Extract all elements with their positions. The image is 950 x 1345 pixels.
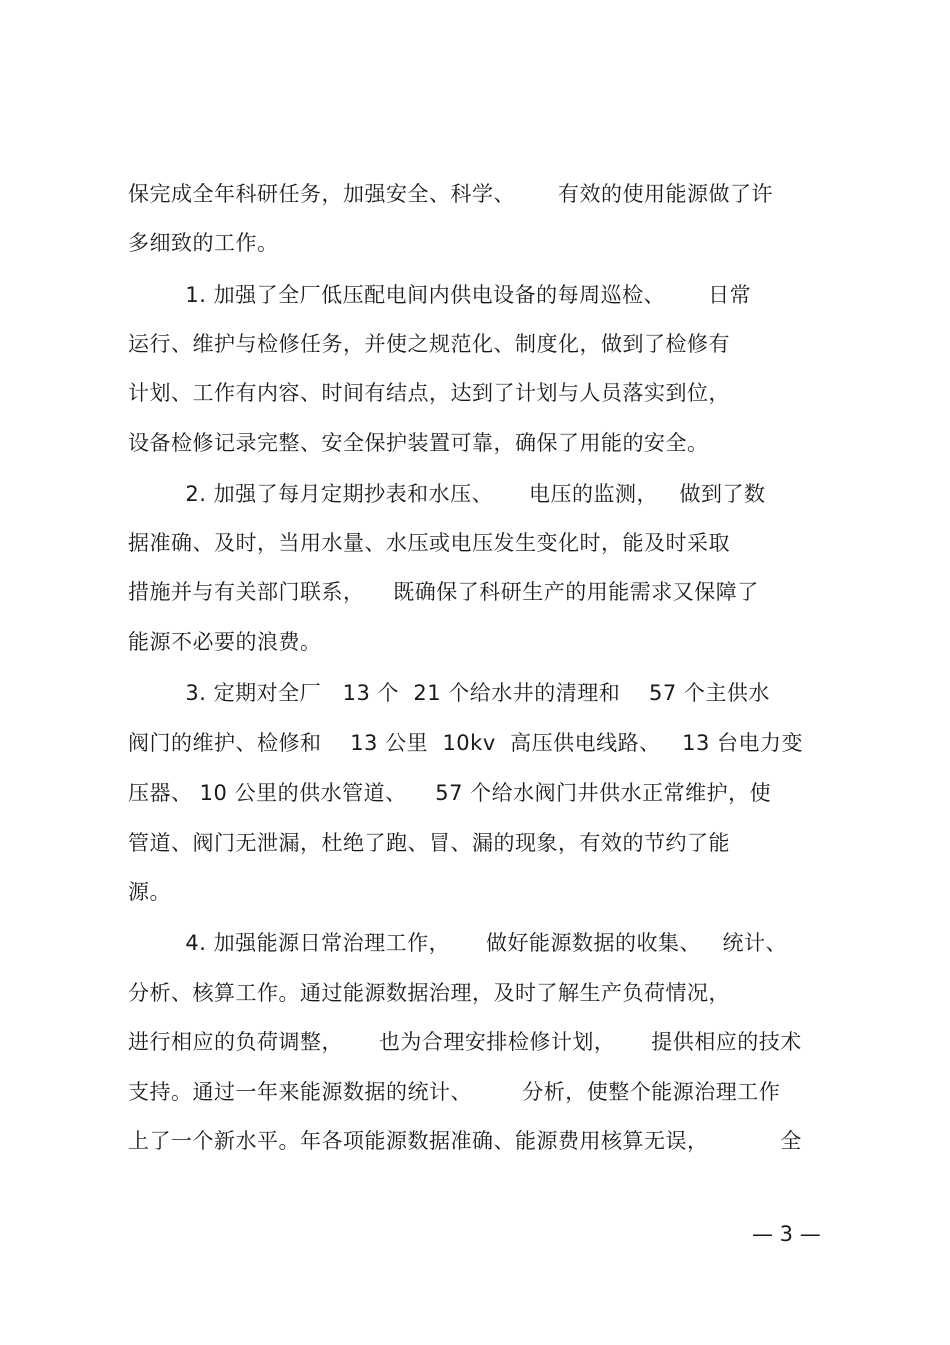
- text-line: 多细致的工作。: [128, 231, 279, 255]
- text-line: 进行相应的负荷调整， 也为合理安排检修计划， 提供相应的技术: [128, 1030, 802, 1054]
- text-line: 计划、工作有内容、时间有结点，达到了计划与人员落实到位，: [128, 381, 730, 405]
- text-line: 管道、阀门无泄漏，杜绝了跑、冒、漏的现象，有效的节约了能: [128, 831, 730, 855]
- text-line: 能源不必要的浪费。: [128, 630, 322, 654]
- text-line: 阀门的维护、检修和 13 公里 10kv 高压供电线路、 13 台电力变: [128, 731, 804, 755]
- text-line: 4. 加强能源日常治理工作， 做好能源数据的收集、 统计、: [128, 931, 788, 955]
- text-line: 分析、核算工作。通过能源数据治理，及时了解生产负荷情况，: [128, 981, 730, 1005]
- text-line: 1. 加强了全厂低压配电间内供电设备的每周巡检、 日常: [128, 283, 752, 307]
- text-line: 上了一个新水平。年各项能源数据准确、能源费用核算无误， 全: [128, 1129, 802, 1153]
- text-line: 2. 加强了每月定期抄表和水压、 电压的监测， 做到了数: [128, 482, 766, 506]
- text-line: 据准确、及时，当用水量、水压或电压发生变化时，能及时采取: [128, 531, 730, 555]
- text-line: 运行、维护与检修任务，并使之规范化、制度化，做到了检修有: [128, 332, 730, 356]
- text-line: 措施并与有关部门联系， 既确保了科研生产的用能需求又保障了: [128, 580, 759, 604]
- text-line: 设备检修记录完整、安全保护装置可靠，确保了用能的安全。: [128, 431, 709, 455]
- page-number: — 3 —: [752, 1222, 821, 1246]
- text-line: 源。: [128, 880, 171, 904]
- text-line: 支持。通过一年来能源数据的统计、 分析，使整个能源治理工作: [128, 1080, 781, 1104]
- text-line: 3. 定期对全厂 13 个 21 个给水井的清理和 57 个主供水: [128, 681, 770, 705]
- text-line: 保完成全年科研任务，加强安全、科学、 有效的使用能源做了许: [128, 182, 774, 206]
- text-line: 压器、 10 公里的供水管道、 57 个给水阀门井供水正常维护，使: [128, 781, 772, 805]
